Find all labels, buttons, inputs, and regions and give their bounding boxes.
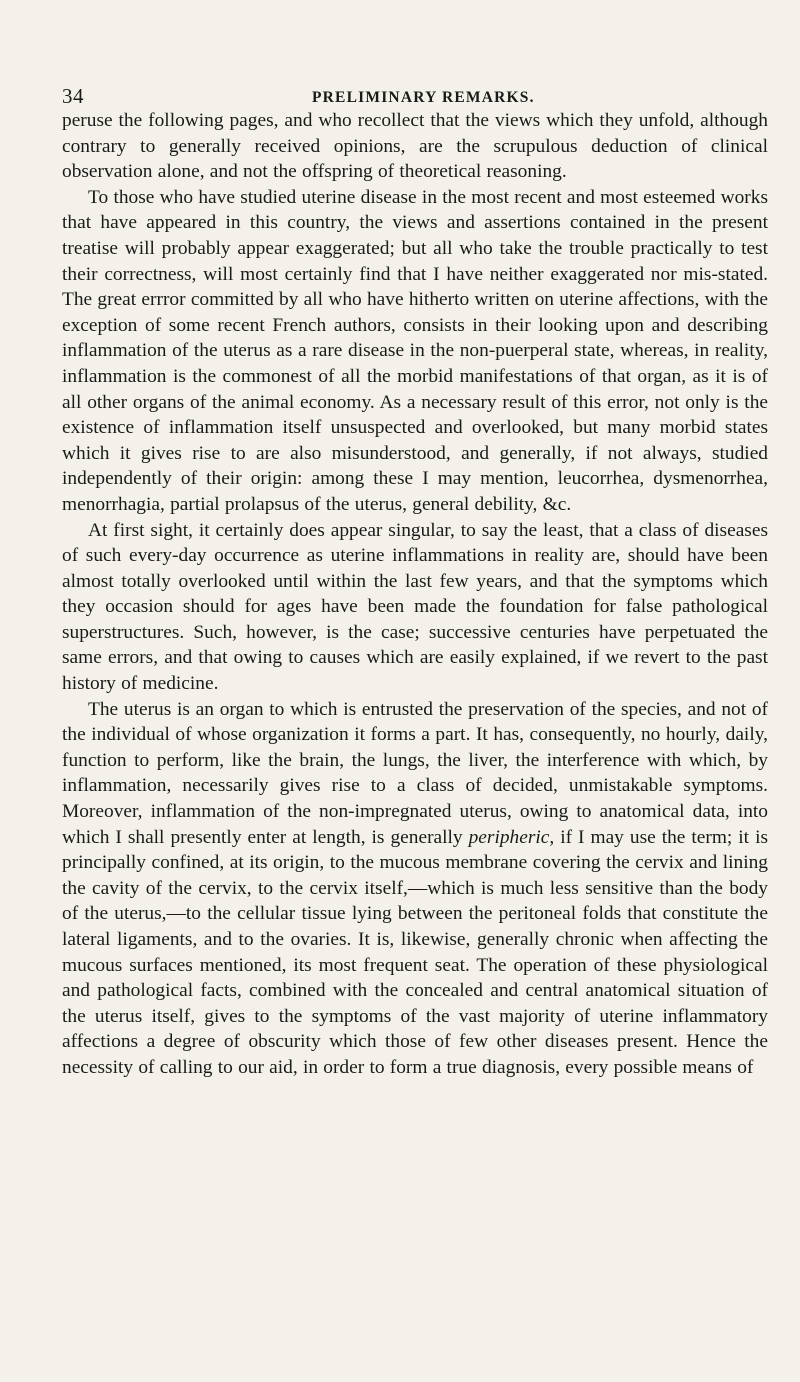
italic-term-peripheric: peripheric [468,826,550,848]
paragraph-2: To those who have studied uterine disease in the most recent and most esteemed works that have appeared in this country, the views and assertions contained in the present treatise will probably appear exaggerated; but all who take the trouble practically to test their correctness, will most certainly find that I have neither exaggerated nor mis-stated. The great errror committed by all who have hitherto written on uterine affections, with the exception of some recent French authors, consists in their looking upon and describing inflammation of the uterus as a rare disease in the non-puerperal state, whereas, in reality, inflammation is the commonest of all the morbid manifestations of that organ, as it is of all other organs of the animal economy. As a necessary result of this error, not only is the existence of inflammation itself unsuspected and overlooked, but many morbid states which it gives rise to are also misunderstood, and generally, if not always, studied independently of their origin: among these I may mention, leucorrhea, dysmenorrhea, menorrhagia, partial prolapsus of the uterus, general debility, &c. [62,186,768,515]
paragraph-4-text-after: , if I may use the term; it is principally confined, at its origin, to the mucous membrane covering the cervix and lining the cavity of the cervix, to the cervix itself,—which is much less sensitive than the body of the uterus,—to the cellular tissue lying between the peritoneal folds that constitute the lateral ligaments, and to the ovaries. It is, likewise, generally chronic when affecting the mucous surfaces mentioned, its most frequent seat. The operation of these physiological and pathological facts, combined with the concealed and central anatomical situation of the uterus itself, gives to the symptoms of the vast majority of uterine inflammatory affections a degree of obscurity which those of few other diseases present. Hence the necessity of calling to our aid, in order to form a true diagnosis, every possible means of [62,826,768,1078]
page-number: 34 [62,84,84,108]
book-page [62,72,768,1081]
paragraph-4 [62,697,768,1081]
paragraph-3: At first sight, it certainly does appear singular, to say the least, that a class of diseases of such every-day occurrence as uterine inflammations in reality are, should have been almost totally overlooked until within the last few years, and that the symptoms which they occasion should for ages have been made the foundation for false pathological superstructures. Such, however, is the case; successive centuries have perpetuated the same errors, and that owing to causes which are easily explained, if we revert to the past history of medicine. [62,519,768,695]
paragraph-1: peruse the following pages, and who recollect that the views which they unfold, although contrary to generally received opinions, are the scrupulous deduction of clinical observation alone, and not the offspring of theoretical reasoning. [62,110,768,183]
running-head: PRELIMINARY REMARKS. [312,89,535,106]
body-text [62,108,768,1081]
page-header [62,72,768,108]
paragraph-4-text-before: The uterus is an organ to which is entrusted the preservation of the species, and not of the individual of whose organization it forms a part. It has, consequently, no hourly, daily, function to perform, like the brain, the lungs, the liver, the interference with which, by inflammation, necessarily gives rise to a class of decided, unmistakable symptoms. Moreover, inflammation of the non-impregnated uterus, owing to anatomical data, into which I shall presently enter at length, is generally [62,698,768,848]
